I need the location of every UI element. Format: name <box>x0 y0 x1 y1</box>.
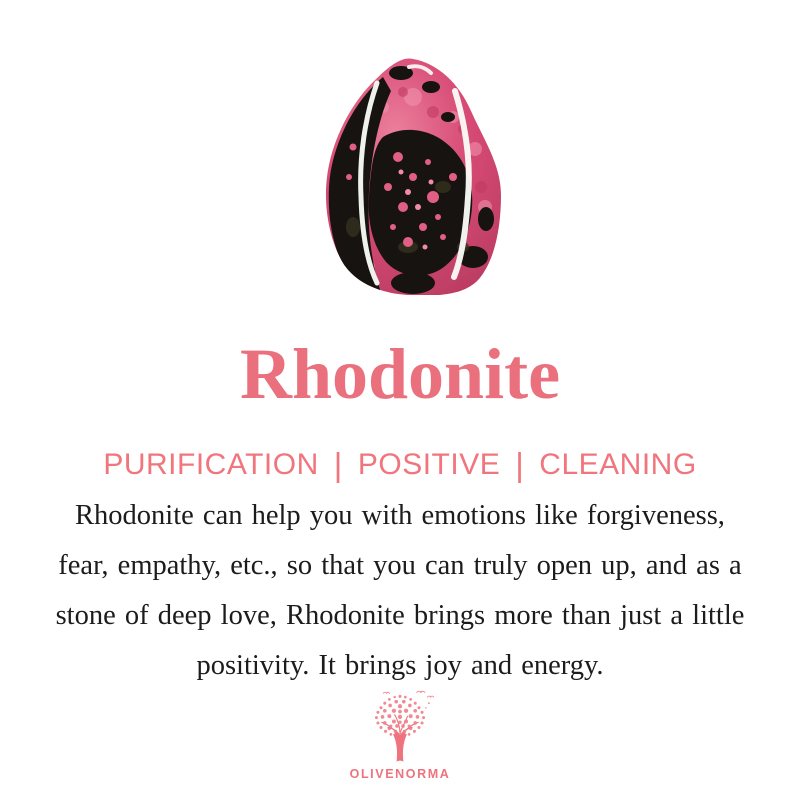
tree-foliage <box>375 695 430 736</box>
description-line-4: positivity. It brings joy and energy. <box>196 650 604 681</box>
tree-trunk <box>393 732 407 761</box>
keywords-row <box>0 444 800 482</box>
stone-texture <box>313 57 509 295</box>
brand-footer <box>0 688 800 781</box>
keyword-cleaning: CLEANING <box>539 448 697 481</box>
keyword-positive: POSITIVE <box>357 448 501 481</box>
description-line-3: stone of deep love, Rhodonite brings more than just a little <box>55 600 745 631</box>
description-text <box>0 491 800 691</box>
description-line-2: fear, empathy, etc., so that you can truly open up, and as a <box>58 550 742 581</box>
brand-name: OLIVENORMA <box>349 767 451 781</box>
stone-photo <box>0 56 800 296</box>
description-line-1: Rhodonite can help you with emotions like forgiveness, <box>75 500 725 531</box>
keyword-separator-icon: | <box>515 446 525 483</box>
keyword-purification: PURIFICATION <box>103 448 319 481</box>
keyword-separator-icon: | <box>333 446 343 483</box>
bird-icons <box>383 691 434 697</box>
rhodonite-stone-image <box>313 56 509 296</box>
olivenorma-tree-logo-icon <box>357 688 443 764</box>
stone-name-title: Rhodonite <box>239 334 561 414</box>
